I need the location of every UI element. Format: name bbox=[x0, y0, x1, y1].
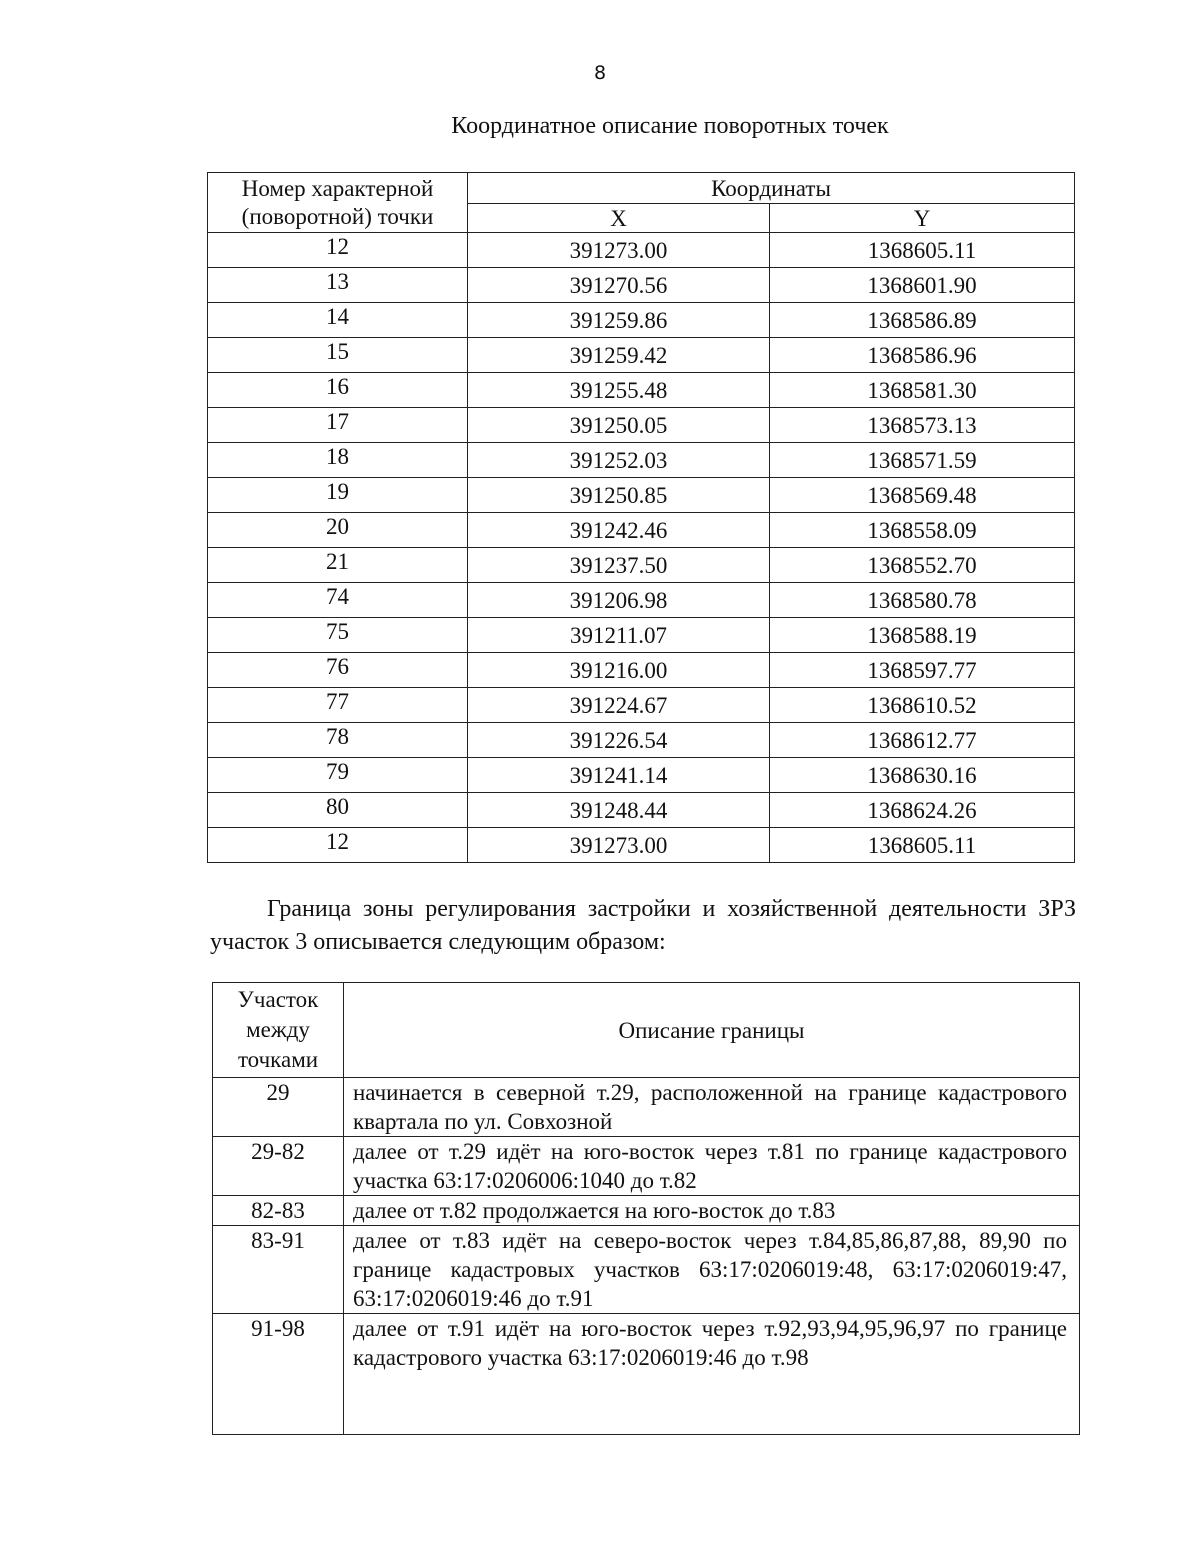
section-title: Координатное описание поворотных точек bbox=[451, 113, 889, 139]
y-coordinate-cell: 1368597.77 bbox=[770, 653, 1075, 688]
y-coordinate-cell: 1368586.96 bbox=[770, 338, 1075, 373]
boundary-row bbox=[213, 1314, 1080, 1435]
point-number-cell: 13 bbox=[208, 268, 468, 303]
coordinates-row bbox=[208, 443, 1075, 478]
header-y: Y bbox=[770, 204, 1075, 233]
point-number-cell: 74 bbox=[208, 583, 468, 618]
point-number-cell: 12 bbox=[208, 828, 468, 863]
header-segment bbox=[213, 983, 344, 1078]
segment-cell: 83-91 bbox=[213, 1226, 344, 1314]
boundary-row bbox=[213, 1078, 1080, 1137]
header-description: Описание границы bbox=[344, 983, 1080, 1078]
header-point-line1: Номер характерной bbox=[241, 175, 434, 201]
point-number-cell: 19 bbox=[208, 478, 468, 513]
description-cell: далее от т.91 идёт на юго-восток через т.92,93,94,95,96,97 по границе кадастрового участка 63:17:0206019:46 до т.98 bbox=[344, 1314, 1080, 1435]
y-coordinate-cell: 1368571.59 bbox=[770, 443, 1075, 478]
y-coordinate-cell: 1368624.26 bbox=[770, 793, 1075, 828]
y-coordinate-cell: 1368601.90 bbox=[770, 268, 1075, 303]
x-coordinate-cell: 391270.56 bbox=[468, 268, 770, 303]
y-coordinate-cell: 1368630.16 bbox=[770, 758, 1075, 793]
point-number-cell: 75 bbox=[208, 618, 468, 653]
point-number-cell: 18 bbox=[208, 443, 468, 478]
header-point-line2: (поворотной) точки bbox=[241, 203, 434, 229]
point-number-cell: 80 bbox=[208, 793, 468, 828]
x-coordinate-cell: 391216.00 bbox=[468, 653, 770, 688]
x-coordinate-cell: 391206.98 bbox=[468, 583, 770, 618]
coordinates-row bbox=[208, 583, 1075, 618]
segment-cell: 29 bbox=[213, 1078, 344, 1137]
coordinates-table bbox=[207, 172, 1075, 863]
y-coordinate-cell: 1368569.48 bbox=[770, 478, 1075, 513]
point-number-cell: 79 bbox=[208, 758, 468, 793]
header-segment-line1: Участок bbox=[237, 987, 319, 1012]
boundary-intro-paragraph bbox=[210, 893, 1076, 959]
coordinates-row bbox=[208, 653, 1075, 688]
coordinates-row bbox=[208, 233, 1075, 268]
coordinates-row bbox=[208, 478, 1075, 513]
coordinates-row bbox=[208, 723, 1075, 758]
x-coordinate-cell: 391259.42 bbox=[468, 338, 770, 373]
y-coordinate-cell: 1368573.13 bbox=[770, 408, 1075, 443]
point-number-cell: 17 bbox=[208, 408, 468, 443]
boundary-row bbox=[213, 1137, 1080, 1196]
x-coordinate-cell: 391252.03 bbox=[468, 443, 770, 478]
boundary-row bbox=[213, 1226, 1080, 1314]
boundary-intro-text: Граница зоны регулирования застройки и хозяйственной деятельности ЗРЗ участок 3 описывается следующим образом: bbox=[210, 896, 1076, 955]
coordinates-row bbox=[208, 303, 1075, 338]
header-coordinates: Координаты bbox=[468, 173, 1075, 204]
y-coordinate-cell: 1368558.09 bbox=[770, 513, 1075, 548]
point-number-cell: 20 bbox=[208, 513, 468, 548]
description-cell: далее от т.82 продолжается на юго-восток до т.83 bbox=[344, 1196, 1080, 1226]
header-segment-line2: между bbox=[246, 1017, 310, 1042]
boundary-row bbox=[213, 1196, 1080, 1226]
point-number-cell: 14 bbox=[208, 303, 468, 338]
description-cell: далее от т.83 идёт на северо-восток через т.84,85,86,87,88, 89,90 по границе кадастровых участков 63:17:0206019:48, 63:17:0206019:47, 63:17:0206019:46 до т.91 bbox=[344, 1226, 1080, 1314]
coordinates-row bbox=[208, 793, 1075, 828]
boundary-description-table bbox=[212, 982, 1080, 1435]
header-point-number bbox=[208, 173, 468, 233]
coordinates-row bbox=[208, 373, 1075, 408]
coordinates-row bbox=[208, 338, 1075, 373]
point-number-cell: 12 bbox=[208, 233, 468, 268]
x-coordinate-cell: 391237.50 bbox=[468, 548, 770, 583]
x-coordinate-cell: 391226.54 bbox=[468, 723, 770, 758]
segment-cell: 29-82 bbox=[213, 1137, 344, 1196]
segment-cell: 91-98 bbox=[213, 1314, 344, 1435]
coordinates-row bbox=[208, 268, 1075, 303]
y-coordinate-cell: 1368586.89 bbox=[770, 303, 1075, 338]
page-number: 8 bbox=[593, 62, 607, 84]
point-number-cell: 16 bbox=[208, 373, 468, 408]
coordinates-row bbox=[208, 618, 1075, 653]
header-segment-line3: точками bbox=[237, 1047, 319, 1072]
description-cell: начинается в северной т.29, расположенной на границе кадастрового квартала по ул. Совхозной bbox=[344, 1078, 1080, 1137]
point-number-cell: 78 bbox=[208, 723, 468, 758]
segment-cell: 82-83 bbox=[213, 1196, 344, 1226]
x-coordinate-cell: 391255.48 bbox=[468, 373, 770, 408]
y-coordinate-cell: 1368605.11 bbox=[770, 233, 1075, 268]
header-x: X bbox=[468, 204, 770, 233]
y-coordinate-cell: 1368581.30 bbox=[770, 373, 1075, 408]
coordinates-row bbox=[208, 828, 1075, 863]
x-coordinate-cell: 391273.00 bbox=[468, 233, 770, 268]
coordinates-row bbox=[208, 513, 1075, 548]
coordinates-row bbox=[208, 758, 1075, 793]
y-coordinate-cell: 1368552.70 bbox=[770, 548, 1075, 583]
coordinates-row bbox=[208, 408, 1075, 443]
point-number-cell: 76 bbox=[208, 653, 468, 688]
x-coordinate-cell: 391259.86 bbox=[468, 303, 770, 338]
y-coordinate-cell: 1368580.78 bbox=[770, 583, 1075, 618]
x-coordinate-cell: 391241.14 bbox=[468, 758, 770, 793]
y-coordinate-cell: 1368610.52 bbox=[770, 688, 1075, 723]
y-coordinate-cell: 1368612.77 bbox=[770, 723, 1075, 758]
x-coordinate-cell: 391224.67 bbox=[468, 688, 770, 723]
y-coordinate-cell: 1368588.19 bbox=[770, 618, 1075, 653]
x-coordinate-cell: 391250.05 bbox=[468, 408, 770, 443]
point-number-cell: 21 bbox=[208, 548, 468, 583]
x-coordinate-cell: 391211.07 bbox=[468, 618, 770, 653]
coordinates-row bbox=[208, 688, 1075, 723]
coordinates-row bbox=[208, 548, 1075, 583]
y-coordinate-cell: 1368605.11 bbox=[770, 828, 1075, 863]
x-coordinate-cell: 391250.85 bbox=[468, 478, 770, 513]
x-coordinate-cell: 391248.44 bbox=[468, 793, 770, 828]
point-number-cell: 77 bbox=[208, 688, 468, 723]
description-cell: далее от т.29 идёт на юго-восток через т.81 по границе кадастрового участка 63:17:0206006:1040 до т.82 bbox=[344, 1137, 1080, 1196]
x-coordinate-cell: 391273.00 bbox=[468, 828, 770, 863]
point-number-cell: 15 bbox=[208, 338, 468, 373]
x-coordinate-cell: 391242.46 bbox=[468, 513, 770, 548]
